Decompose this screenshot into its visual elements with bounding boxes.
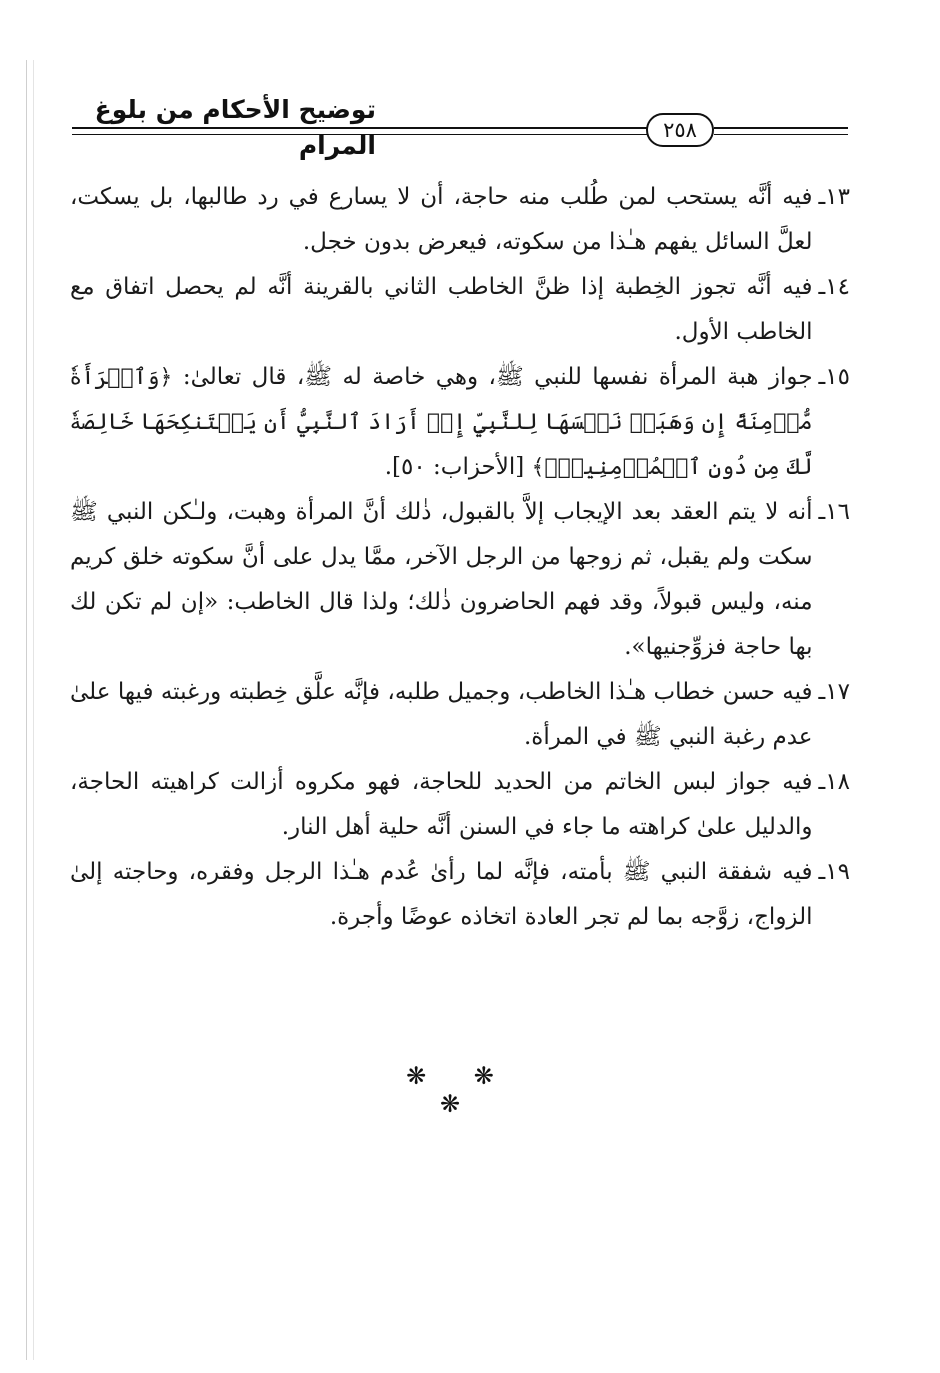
- item-number: ١٤ـ: [818, 274, 850, 300]
- item-number: ١٩ـ: [818, 859, 850, 885]
- item-number: ١٦ـ: [818, 499, 850, 525]
- page-body: [70, 175, 850, 940]
- item-number: ١٥ـ: [818, 364, 850, 390]
- item-text-intro: جواز هبة المرأة نفسها للنبي ﷺ، وهي خاصة له ﷺ، قال تعالىٰ:: [182, 364, 813, 390]
- page-number: ٢٥٨: [646, 113, 714, 147]
- scan-edge-line: [26, 60, 27, 1360]
- quran-verse: ﴿وَٱمۡرَأَةٗ مُّؤۡمِنَةً إِن وَهَبَتۡ نَفۡسَهَا لِلنَّبِيِّ إِنۡ أَرَادَ ٱلنَّبِيُّ أَن يَسۡتَنكِحَهَا خَالِصَةٗ لَّكَ مِن دُونِ ٱلۡمُؤۡمِنِينَۗ﴾: [70, 365, 813, 480]
- item-text: فيه أنَّه تجوز الخِطبة إذا ظنَّ الخاطب الثاني بالقرينة أنَّه لم يحصل اتفاق مع الخاطب الأول.: [70, 274, 813, 345]
- item-text: فيه أنَّه يستحب لمن طُلب منه حاجة، أن لا يسارع في رد طالبها، بل يسكت، لعلَّ السائل يفهم هـٰذا من سكوته، فيعرض بدون خجل.: [70, 184, 813, 255]
- list-item: [70, 355, 850, 490]
- list-item: [70, 265, 850, 355]
- header-rule: [714, 134, 848, 135]
- verse-citation: [الأحزاب: ٥٠].: [384, 454, 525, 480]
- header-rule: [72, 134, 650, 135]
- scan-edge-line: [33, 60, 34, 1360]
- list-item: [70, 760, 850, 850]
- item-text: فيه حسن خطاب هـٰذا الخاطب، وجميل طلبه، فإنَّه علَّق خِطبته ورغبته فيها علىٰ عدم رغبة النبي ﷺ في المرأة.: [70, 679, 813, 750]
- item-text: أنه لا يتم العقد بعد الإيجاب إلاَّ بالقبول، ذٰلك أنَّ المرأة وهبت، ولـٰكن النبي ﷺ سكت ولم يقبل، ثم زوجها من الرجل الآخر، ممَّا يدل على أنَّ سكوته خلق كريم منه، وليس قبولاً، وقد فهم الحاضرون ذٰلك؛ ولذا قال الخاطب: «إن لم تكن لك بها حاجة فزوِّجنيها».: [70, 499, 813, 660]
- item-number: ١٧ـ: [818, 679, 850, 705]
- item-number: ١٨ـ: [818, 769, 850, 795]
- item-text: فيه جواز لبس الخاتم من الحديد للحاجة، فهو مكروه أزالت كراهيته الحاجة، والدليل علىٰ كراهته ما جاء في السنن أنَّه حلية أهل النار.: [70, 769, 813, 840]
- item-text: [70, 355, 813, 490]
- list-item: [70, 175, 850, 265]
- running-header-title: توضيح الأحكام من بلوغ المرام: [94, 95, 376, 160]
- item-number: ١٣ـ: [818, 184, 850, 210]
- header-rule: [72, 127, 650, 129]
- list-item: [70, 490, 850, 670]
- section-separator: ❋ ❋ ❋: [406, 1062, 514, 1118]
- header-rule: [714, 127, 848, 129]
- list-item: [70, 850, 850, 940]
- list-item: [70, 670, 850, 760]
- item-text: فيه شفقة النبي ﷺ بأمته، فإنَّه لما رأىٰ عُدم هـٰذا الرجل وفقره، وحاجته إلىٰ الزواج، زوَّجه بما لم تجر العادة اتخاذه عوضًا وأجرة.: [70, 859, 813, 930]
